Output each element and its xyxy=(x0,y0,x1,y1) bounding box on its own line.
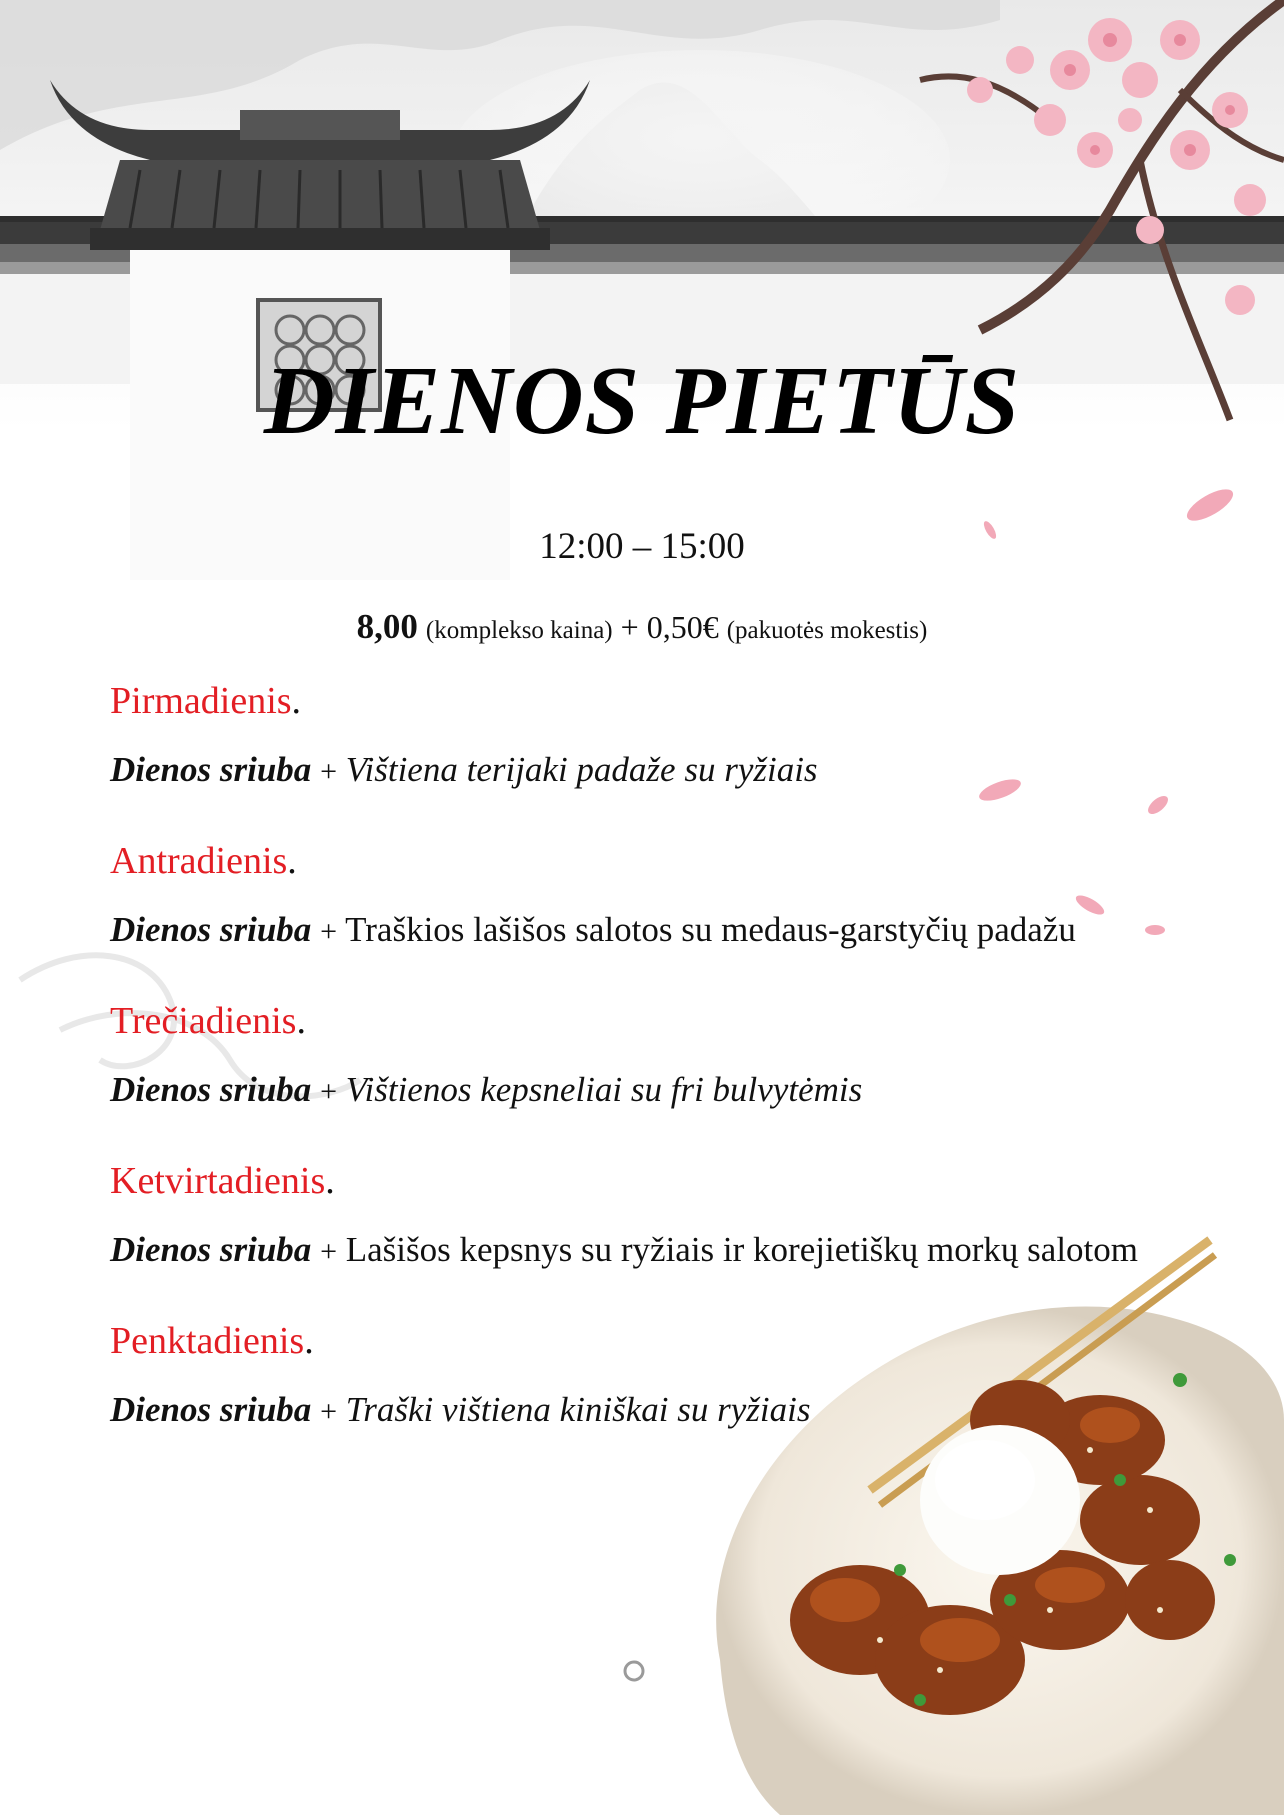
price-fee-note: (pakuotės mokestis) xyxy=(726,617,928,644)
main-dish: Traški vištiena kiniškai su ryžiais xyxy=(345,1390,811,1429)
dish-line xyxy=(110,1065,1150,1117)
price-connector: + xyxy=(620,609,639,645)
circle-mark-icon xyxy=(625,1662,643,1680)
price-line xyxy=(0,607,1284,647)
plus-sign: + xyxy=(320,755,337,788)
soup-label: Dienos sriuba xyxy=(110,750,312,789)
soup-label: Dienos sriuba xyxy=(110,1230,312,1269)
dish-line xyxy=(110,1225,1150,1277)
day-label: Trečiadienis xyxy=(110,1000,297,1042)
day-heading: Pirmadienis. xyxy=(110,680,302,722)
plus-sign: + xyxy=(320,1395,337,1428)
page-title: DIENOS PIETŪS xyxy=(263,347,1021,455)
price-amount: 8,00 xyxy=(356,607,418,646)
soup-label: Dienos sriuba xyxy=(110,1070,312,1109)
plus-sign: + xyxy=(320,915,337,948)
day-heading: Trečiadienis. xyxy=(110,1000,306,1042)
day-label: Pirmadienis xyxy=(110,680,292,722)
dish-line xyxy=(110,745,1150,797)
main-dish: Vištiena terijaki padaže su ryžiais xyxy=(345,750,818,789)
plus-sign: + xyxy=(320,1235,337,1268)
day-heading: Penktadienis. xyxy=(110,1320,314,1362)
price-amount-note: (komplekso kaina) xyxy=(425,617,613,644)
soup-label: Dienos sriuba xyxy=(110,1390,312,1429)
weekly-menu xyxy=(110,665,1150,1465)
main-dish: Lašišos kepsnys su ryžiais ir korejietiškų morkų salotom xyxy=(345,1230,1139,1269)
soup-label: Dienos sriuba xyxy=(110,910,312,949)
plus-sign: + xyxy=(320,1075,337,1108)
day-label: Penktadienis xyxy=(110,1320,305,1362)
day-heading: Ketvirtadienis. xyxy=(110,1160,335,1202)
day-label: Ketvirtadienis xyxy=(110,1160,326,1202)
main-dish: Vištienos kepsneliai su fri bulvytėmis xyxy=(345,1070,863,1109)
price-fee: 0,50€ xyxy=(646,609,719,645)
dish-line xyxy=(110,1385,1150,1437)
day-heading: Antradienis. xyxy=(110,840,297,882)
day-label: Antradienis xyxy=(110,840,288,882)
main-dish: Traškios lašišos salotos su medaus-garstyčių padažu xyxy=(345,910,1076,949)
dish-line xyxy=(110,905,1150,957)
serving-hours: 12:00 – 15:00 xyxy=(539,526,745,567)
